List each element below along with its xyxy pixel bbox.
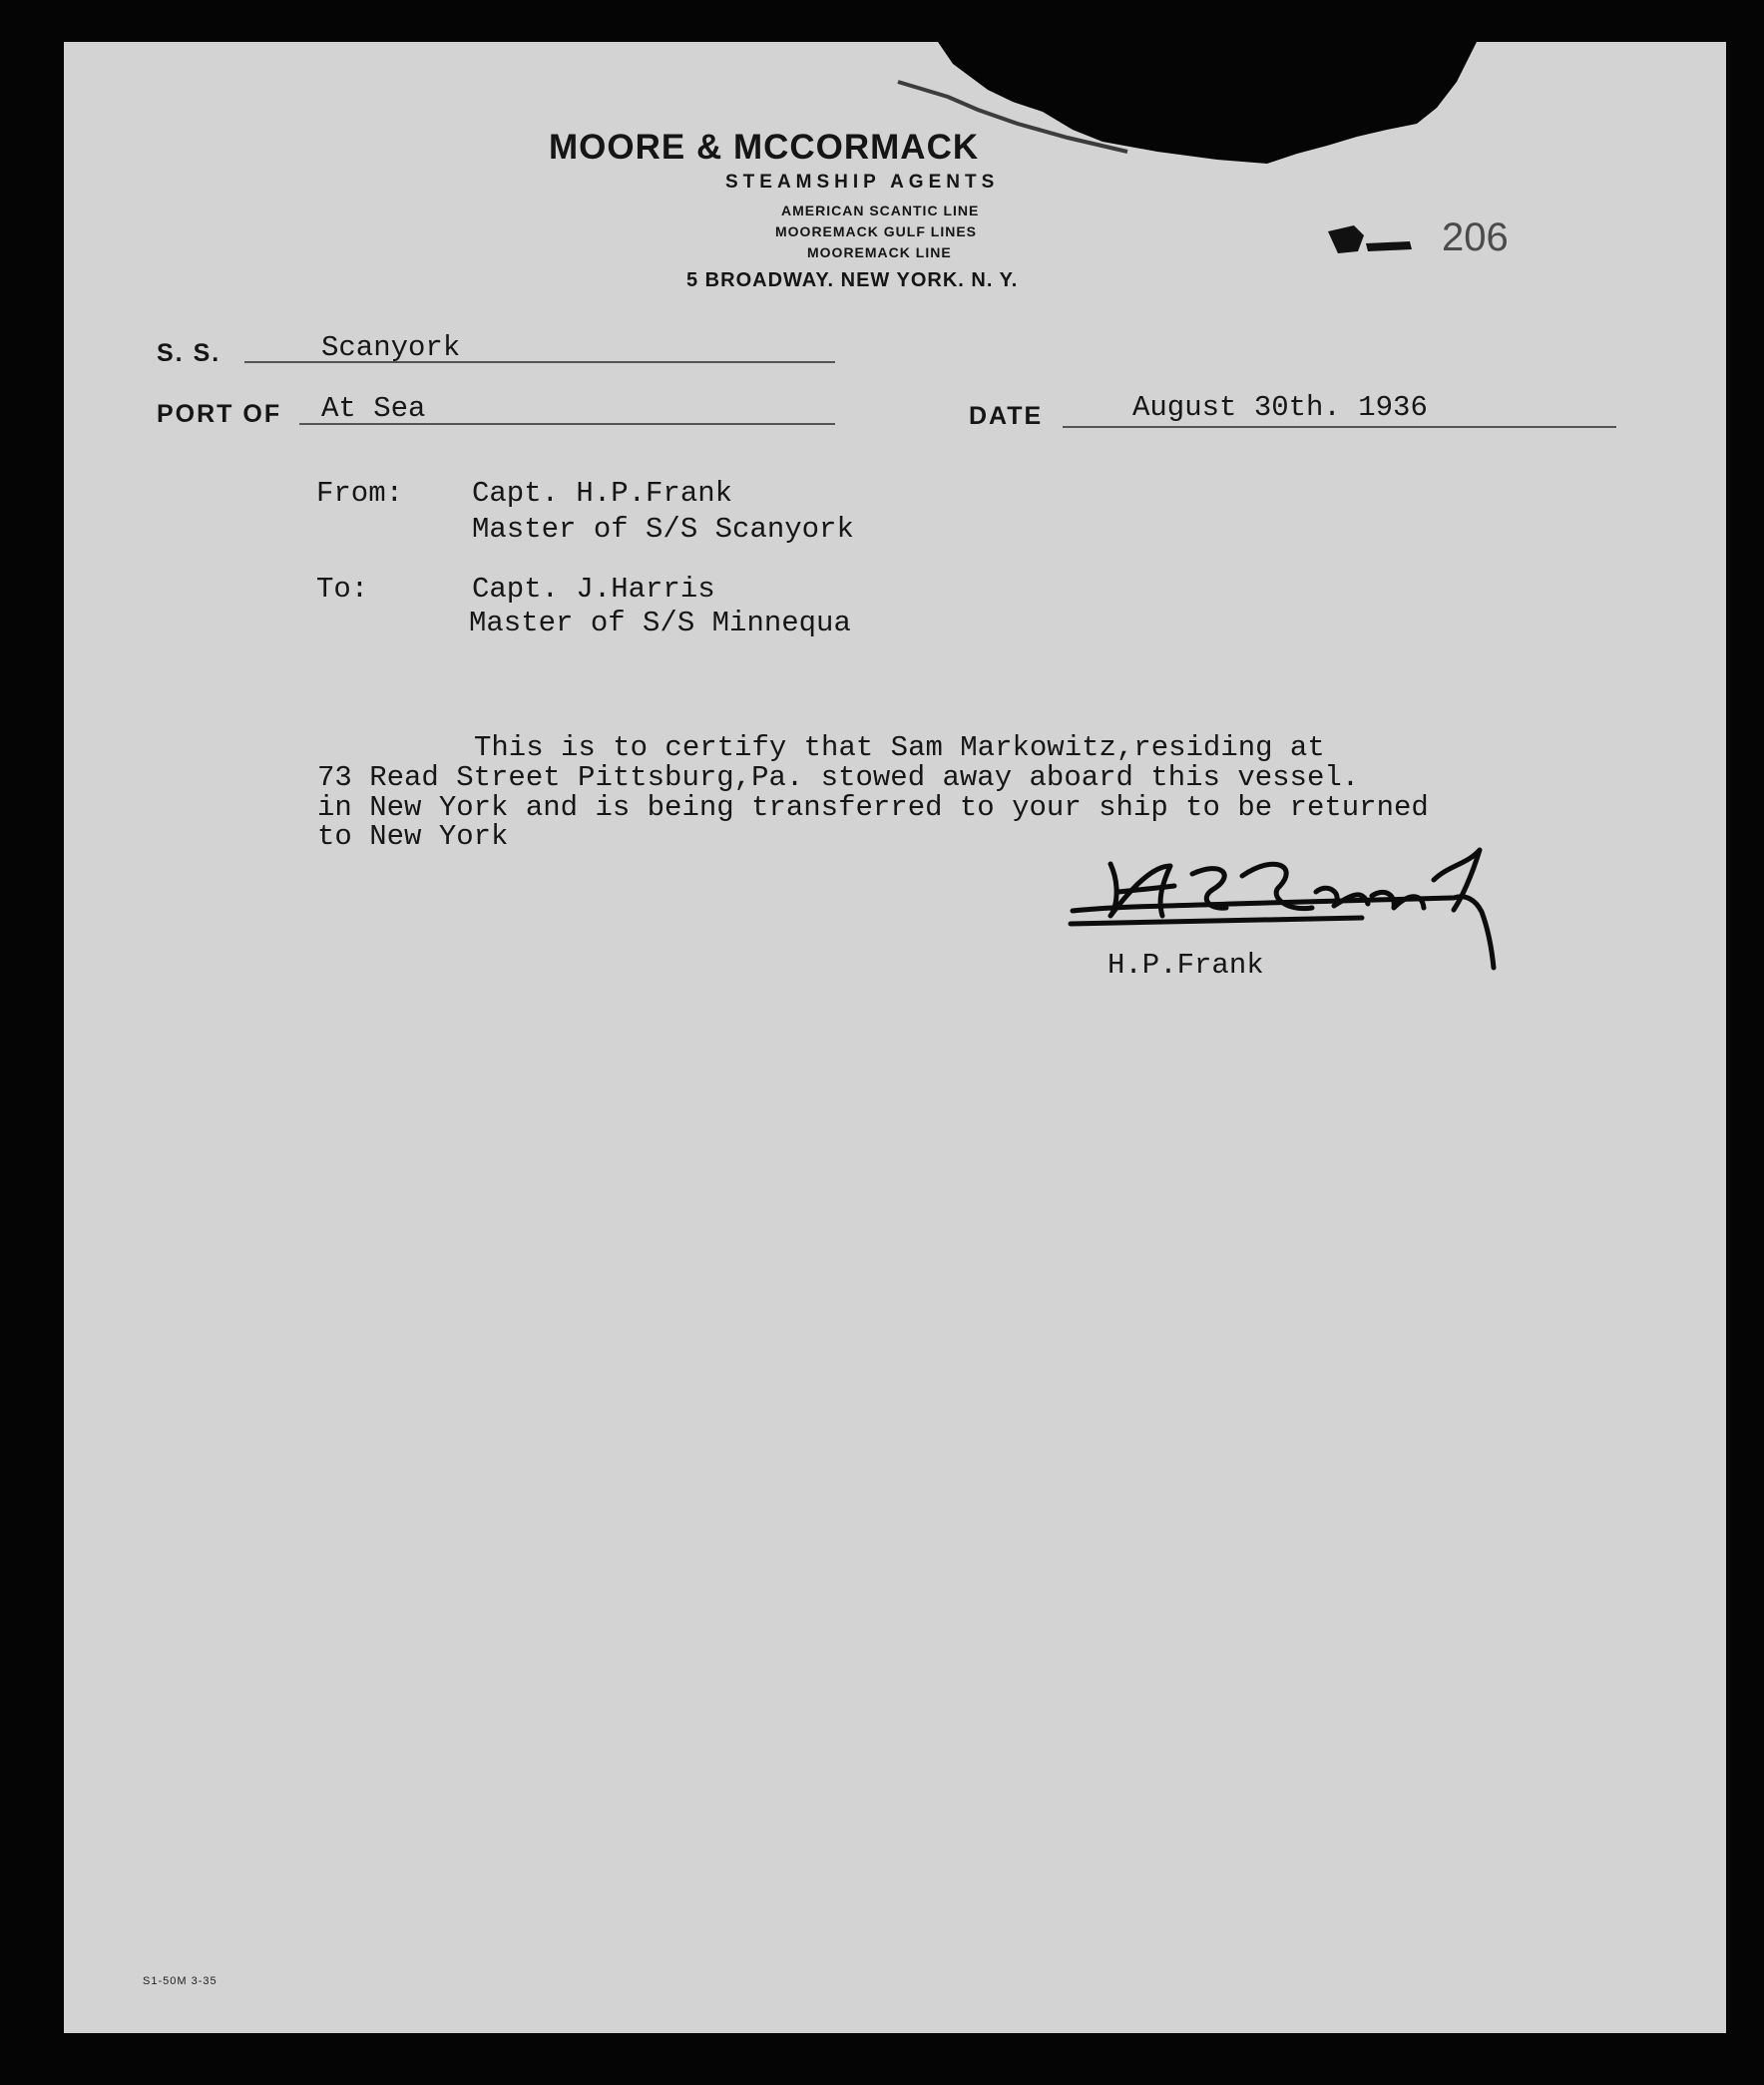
document-page [64, 42, 1726, 2033]
line-name-1: AMERICAN SCANTIC LINE [781, 203, 980, 218]
company-address: 5 BROADWAY. NEW YORK. N. Y. [686, 269, 1019, 291]
ss-value: Scanyork [321, 331, 461, 364]
document-number: 206 [1442, 215, 1509, 259]
date-rule [1063, 426, 1616, 428]
line-name-2: MOOREMACK GULF LINES [775, 223, 977, 239]
from-title: Master of S/S Scanyork [472, 513, 854, 546]
line-name-3: MOOREMACK LINE [807, 244, 952, 260]
ss-label: S. S. [157, 339, 221, 367]
port-value: At Sea [321, 392, 426, 425]
ink-blot [1324, 221, 1414, 259]
body-line-1: This is to certify that Sam Markowitz,residing at [474, 731, 1325, 764]
body-line-2: 73 Read Street Pittsburg,Pa. stowed away aboard this vessel. [317, 761, 1360, 794]
form-number: S1-50M 3-35 [143, 1975, 218, 1987]
body-line-4: to New York [317, 820, 509, 853]
port-label: PORT OF [157, 400, 282, 428]
to-title: Master of S/S Minnequa [469, 607, 851, 639]
company-name: MOORE & MCCORMACK [549, 128, 980, 167]
date-value: August 30th. 1936 [1132, 391, 1428, 424]
from-label: From: [316, 477, 404, 510]
from-name: Capt. H.P.Frank [472, 477, 733, 510]
to-label: To: [316, 573, 369, 606]
body-line-3: in New York and is being transferred to your ship to be returned [317, 791, 1429, 824]
typed-signature: H.P.Frank [1107, 949, 1264, 982]
to-name: Capt. J.Harris [472, 573, 715, 606]
company-tagline: STEAMSHIP AGENTS [725, 172, 1000, 193]
date-label: DATE [969, 402, 1044, 430]
